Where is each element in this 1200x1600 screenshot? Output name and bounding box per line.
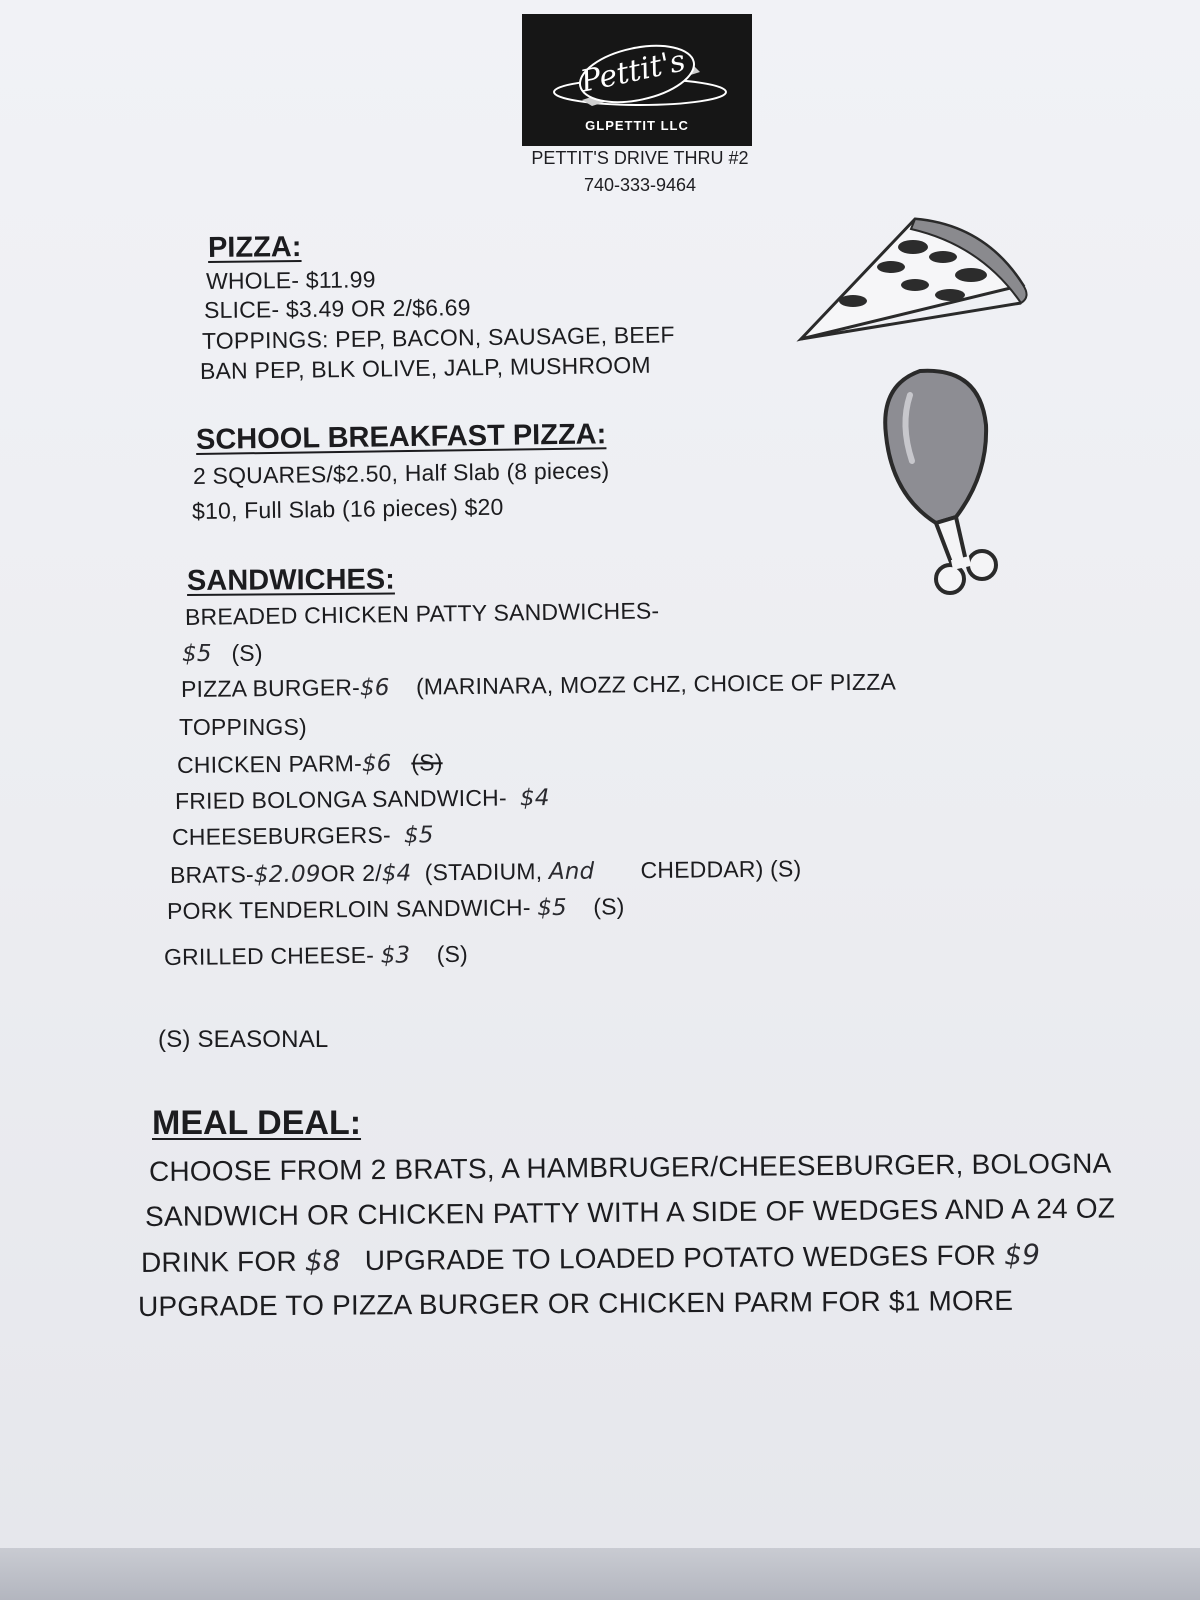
company-name: GLPETTIT LLC: [585, 118, 689, 133]
handwritten-price: $5: [537, 894, 568, 922]
handwritten-price: $5: [403, 822, 434, 849]
sandwich-item: [177, 749, 443, 779]
item-name: FRIED BOLONGA SANDWICH-: [174, 784, 507, 814]
school-breakfast-line1: 2 SQUARES/$2.50, Half Slab (8 pieces): [192, 457, 610, 489]
pizza-toppings-line2: BAN PEP, BLK OLIVE, JALP, MUSHROOM: [199, 351, 651, 384]
chicken-leg-icon: [870, 365, 1040, 610]
handwritten-word: And: [548, 858, 595, 886]
school-breakfast-line2: $10, Full Slab (16 pieces) $20: [191, 493, 504, 524]
item-note: (STADIUM,: [424, 858, 543, 886]
meal-deal-line4: UPGRADE TO PIZZA BURGER OR CHICKEN PARM FOR $1 MORE: [137, 1284, 1014, 1322]
sandwich-item: [182, 640, 263, 667]
handwritten-price: $4: [519, 785, 550, 812]
item-name: BRATS-: [169, 861, 254, 888]
item-note: CHEDDAR) (S): [640, 855, 802, 884]
pizza-slice-price: SLICE- $3.49 OR 2/$6.69: [203, 294, 471, 323]
handwritten-price: $9: [1003, 1238, 1041, 1272]
item-note: (MARINARA, MOZZ CHZ, CHOICE OF PIZZA: [415, 668, 897, 700]
handwritten-price: $3: [380, 942, 411, 969]
meal-deal-heading: MEAL DEAL:: [152, 1104, 362, 1142]
desk-surface: [0, 1548, 1200, 1600]
sandwiches-heading: SANDWICHES:: [186, 563, 395, 597]
handwritten-price: $2.09: [253, 861, 321, 889]
sandwich-item: [164, 941, 468, 971]
item-name: PIZZA BURGER-: [180, 674, 361, 702]
pettits-logo: [522, 14, 752, 146]
item-name: BREADED CHICKEN PATTY SANDWICHES-: [184, 597, 660, 630]
item-note: (S): [231, 640, 263, 666]
item-name: CHEESEBURGERS-: [171, 821, 391, 850]
item-mid: OR 2/: [320, 859, 382, 887]
sandwich-item: [167, 893, 625, 925]
item-name: CHICKEN PARM-: [176, 750, 363, 778]
sandwich-item: [175, 784, 550, 815]
pizza-slice-icon: [795, 205, 1045, 355]
meal-deal-line1: CHOOSE FROM 2 BRATS, A HAMBRUGER/CHEESEBURGER, BOLOGNA: [148, 1147, 1112, 1187]
seasonal-legend: (S) SEASONAL: [158, 1026, 329, 1053]
item-name: GRILLED CHEESE-: [163, 941, 375, 970]
handwritten-price: $5: [182, 641, 212, 667]
handwritten-price: $4: [381, 860, 412, 887]
pizza-toppings-line1: TOPPINGS: PEP, BACON, SAUSAGE, BEEF: [201, 321, 675, 354]
handwritten-price: $8: [304, 1244, 341, 1278]
sandwich-item: [179, 714, 307, 741]
meal-deal-line2: SANDWICH OR CHICKEN PATTY WITH A SIDE OF WEDGES AND A 24 OZ: [144, 1192, 1116, 1232]
handwritten-price: $6: [359, 674, 390, 702]
sandwich-item: [172, 821, 434, 851]
pizza-heading: PIZZA:: [207, 231, 302, 264]
store-phone: 740-333-9464: [583, 175, 697, 195]
school-breakfast-heading: SCHOOL BREAKFAST PIZZA:: [195, 418, 607, 456]
item-note: (S): [593, 893, 625, 920]
item-name: PORK TENDERLOIN SANDWICH-: [166, 894, 531, 924]
item-note: (S): [436, 940, 469, 968]
item-note: (S): [411, 749, 443, 776]
meal-deal-text: UPGRADE TO LOADED POTATO WEDGES FOR: [364, 1239, 997, 1277]
pizza-whole-price: WHOLE- $11.99: [205, 266, 376, 294]
handwritten-price: $6: [361, 750, 392, 778]
item-name: TOPPINGS): [179, 714, 307, 740]
logo-script-text: Pettit's: [577, 43, 689, 100]
store-name: PETTIT'S DRIVE THRU #2: [531, 148, 749, 168]
meal-deal-text: DRINK FOR: [140, 1245, 297, 1278]
